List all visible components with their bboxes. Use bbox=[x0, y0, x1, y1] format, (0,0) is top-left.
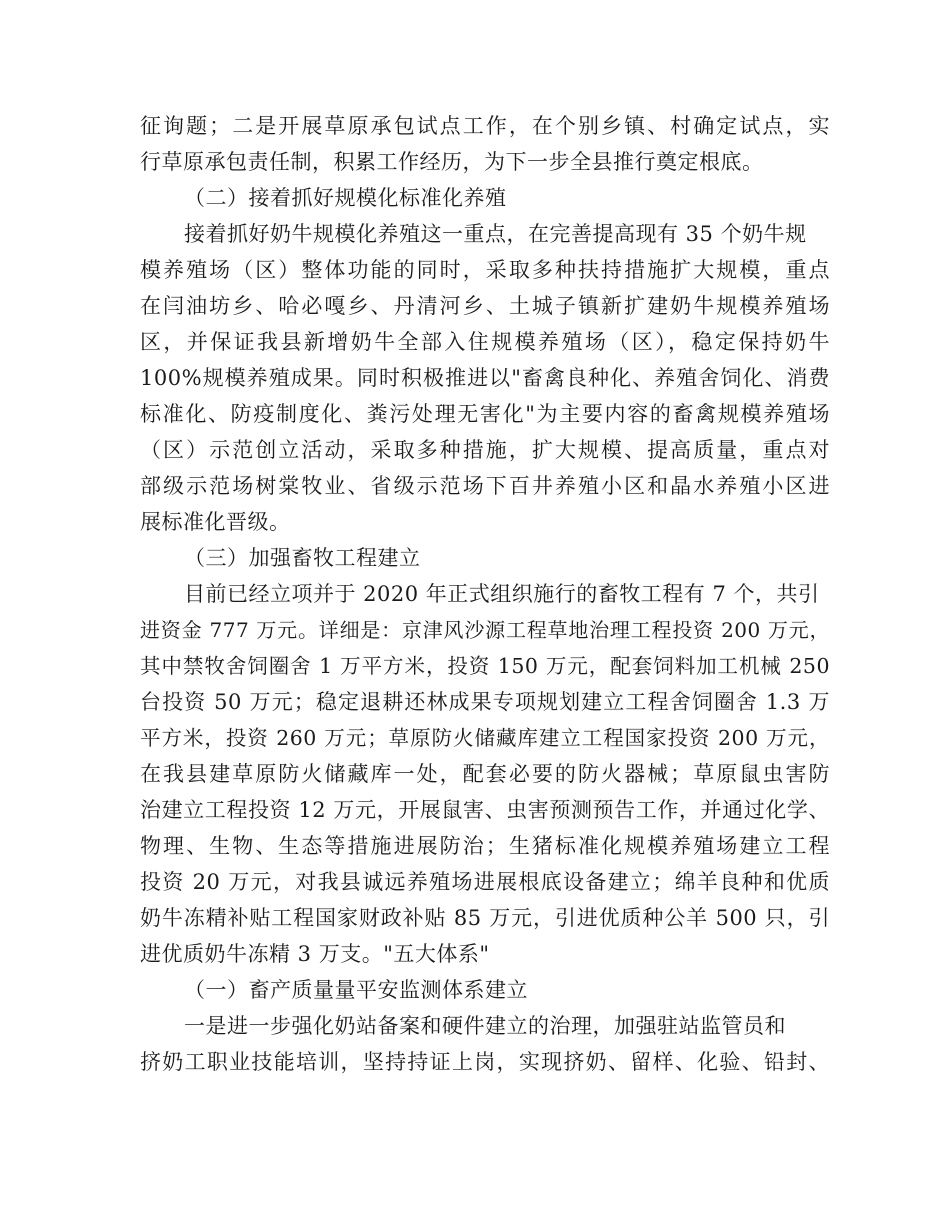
paragraph-line: 挤奶工职业技能培训，坚持持证上岗，实现挤奶、留样、化验、铅封、 bbox=[140, 1050, 830, 1074]
paragraph-line: 在闫油坊乡、哈必嘎乡、丹清河乡、土城子镇新扩建奶牛规模养殖场 bbox=[140, 294, 830, 318]
paragraph-line: 接着抓好奶牛规模化养殖这一重点，在完善提高现有 35 个奶牛规 bbox=[184, 222, 807, 246]
paragraph-line: 模养殖场（区）整体功能的同时，采取多种扶持措施扩大规模，重点 bbox=[140, 258, 830, 282]
section-heading: （二）接着抓好规模化标准化养殖 bbox=[184, 186, 507, 210]
paragraph-line: 部级示范场树棠牧业、省级示范场下百井养殖小区和晶水养殖小区进 bbox=[140, 474, 830, 498]
paragraph-line: 100%规模养殖成果。同时积极推进以"畜禽良种化、养殖舍饲化、消费 bbox=[140, 366, 830, 390]
section-heading: （一）畜产质量量平安监测体系建立 bbox=[184, 978, 528, 1002]
section-heading: （三）加强畜牧工程建立 bbox=[184, 546, 421, 570]
paragraph-line: 台投资 50 万元；稳定退耕还林成果专项规划建立工程舍饲圈舍 1.3 万 bbox=[140, 690, 830, 714]
paragraph-line: 标准化、防疫制度化、粪污处理无害化"为主要内容的畜禽规模养殖场 bbox=[140, 402, 830, 426]
paragraph-line: 行草原承包责任制，积累工作经历，为下一步全县推行奠定根底。 bbox=[140, 150, 764, 174]
paragraph-line: 目前已经立项并于 2020 年正式组织施行的畜牧工程有 7 个，共引 bbox=[184, 582, 820, 606]
paragraph-line: 进优质奶牛冻精 3 万支。"五大体系" bbox=[140, 942, 490, 966]
paragraph-line: 展标准化晋级。 bbox=[140, 510, 291, 534]
paragraph-line: 进资金 777 万元。详细是：京津风沙源工程草地治理工程投资 200 万元， bbox=[140, 618, 830, 642]
paragraph-line: （区）示范创立活动，采取多种措施，扩大规模、提高质量，重点对 bbox=[140, 438, 830, 462]
paragraph-line: 奶牛冻精补贴工程国家财政补贴 85 万元，引进优质种公羊 500 只，引 bbox=[140, 906, 830, 930]
paragraph-line: 物理、生物、生态等措施进展防治；生猪标准化规模养殖场建立工程 bbox=[140, 834, 830, 858]
paragraph-line: 区，并保证我县新增奶牛全部入住规模养殖场（区），稳定保持奶牛 bbox=[140, 330, 830, 354]
paragraph-line: 治建立工程投资 12 万元，开展鼠害、虫害预测预告工作，并通过化学、 bbox=[140, 798, 830, 822]
paragraph-line: 投资 20 万元，对我县诚远养殖场进展根底设备建立；绵羊良种和优质 bbox=[140, 870, 830, 894]
paragraph-line: 征询题；二是开展草原承包试点工作，在个别乡镇、村确定试点，实 bbox=[140, 114, 830, 138]
paragraph-line: 一是进一步强化奶站备案和硬件建立的治理，加强驻站监管员和 bbox=[184, 1014, 786, 1038]
paragraph-line: 其中禁牧舍饲圈舍 1 万平方米，投资 150 万元，配套饲料加工机械 250 bbox=[140, 654, 830, 678]
paragraph-line: 平方米，投资 260 万元；草原防火储藏库建立工程国家投资 200 万元， bbox=[140, 726, 830, 750]
paragraph-line: 在我县建草原防火储藏库一处，配套必要的防火器械；草原鼠虫害防 bbox=[140, 762, 830, 786]
document-body bbox=[140, 108, 830, 1080]
